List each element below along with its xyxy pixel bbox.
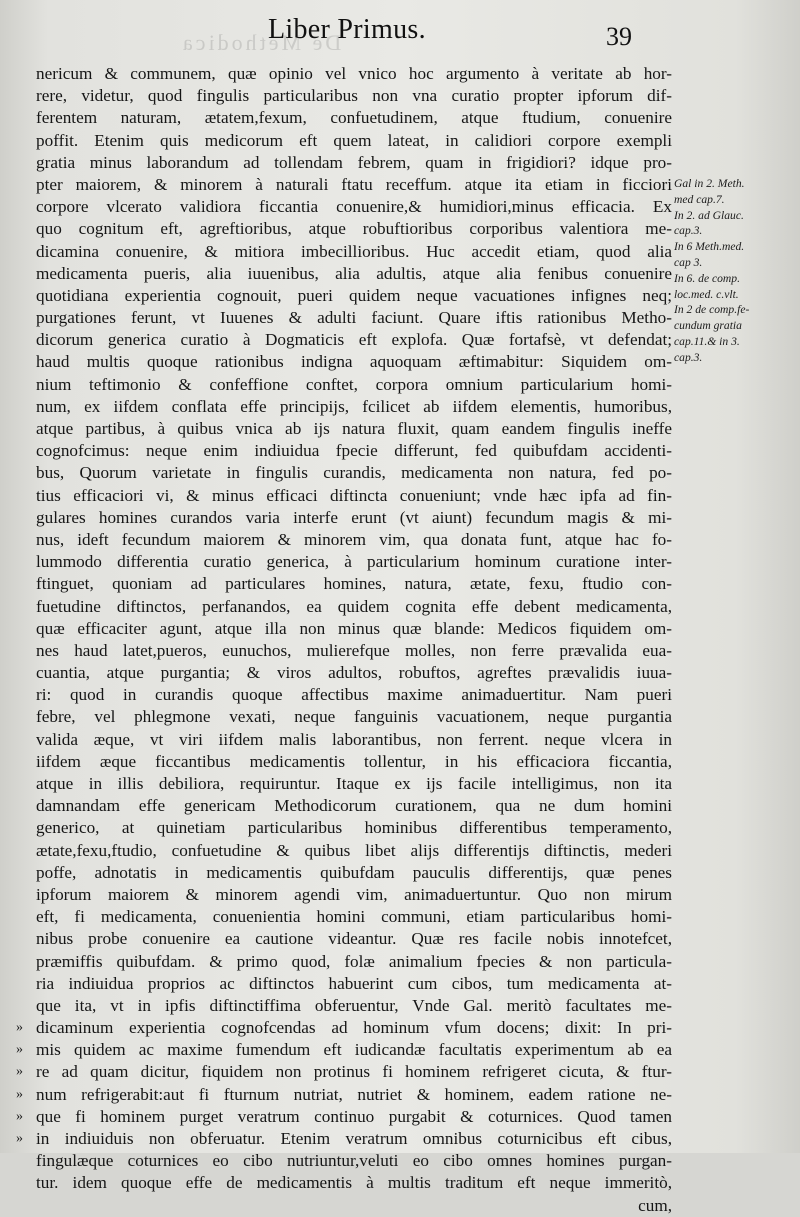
text-line: [36, 1195, 672, 1217]
text-line-content: re ad quam dicitur, fiquidem non protinus fi hominem refrigeret cicuta, & ftur-: [36, 1062, 672, 1082]
text-line: [36, 85, 672, 107]
text-line-content: gulares homines curandos varia interfe erunt (vt aiunt) fecundum magis & mi-: [36, 507, 672, 527]
text-line: [36, 196, 672, 218]
text-line-content: nibus probe conuenire ea cautione videantur. Quæ res facile nobis innotefcet,: [36, 929, 672, 949]
text-line-content: nus, ideft fecundum maiorem & minorem vim, qua donata funt, atque hac fo-: [36, 529, 672, 549]
text-line-content: atque partibus, à quibus vnica ab ijs natura fluxit, quam eandem fingulis ineffe: [36, 419, 672, 438]
text-line: [36, 596, 672, 618]
text-line-content: damnandam effe genericam Methodicorum curationem, qua ne dum homini: [36, 796, 672, 816]
text-line-content: num refrigerabit:aut fi fturnum nutriat, nutriet & hominem, eadem ratione ne-: [36, 1084, 672, 1104]
text-line: [36, 218, 672, 240]
page-number: 39: [606, 22, 632, 51]
text-line: [36, 928, 672, 950]
quotation-marker: »: [16, 1108, 23, 1124]
text-line: [36, 63, 672, 85]
text-line-content: quo cognitum eft, agreftioribus, atque robuftioribus corporibus valentiora me-: [36, 219, 672, 239]
marginal-note-line: med cap.7.: [674, 192, 725, 206]
text-line-content: dicaminum experientia cognofcendas ad hominum vfum docens; dixit: In pri-: [36, 1018, 672, 1038]
text-line: [36, 529, 672, 551]
text-line: [36, 107, 672, 129]
marginal-note-line: In 6 Meth.med.: [674, 240, 745, 254]
text-line-content: medicamenta pueris, alia iuuenibus, alia adultis, atque alia fenibus conuenire: [36, 263, 672, 283]
text-line: [36, 396, 672, 418]
text-line-content: bus, Quorum varietate in fingulis curandis, medicamenta non natura, fed po-: [36, 463, 672, 483]
text-line-content: fingulæque coturnices eo cibo nutriuntur,veluti eo cibo omnes homines purgan-: [36, 1151, 672, 1171]
text-line: [36, 1172, 672, 1194]
running-head: Liber Primus.: [268, 14, 426, 45]
text-line: [36, 329, 672, 351]
text-line: [36, 351, 672, 373]
text-line: [36, 884, 672, 906]
text-line-content: num, ex iifdem conflata effe principijs, fcilicet ab iifdem elementis, humoribus,: [36, 396, 672, 416]
text-line: [36, 751, 672, 773]
marginal-note-line: In 2 de comp.fe-: [674, 303, 750, 317]
text-line: [36, 840, 672, 862]
text-line: [36, 440, 672, 462]
text-line: [36, 817, 672, 839]
marginal-notes: [674, 176, 796, 366]
text-line: [36, 951, 672, 973]
text-line-content: fuetudine diftinctos, perfanandos, ea quidem cognita effe debent medicamenta,: [36, 596, 672, 616]
text-line: [36, 906, 672, 928]
text-line-content: haud multis quoque rationibus indigna aquoquam æftimabitur: Siquidem om-: [36, 352, 672, 372]
marginal-note-line: cap.11.& in 3.: [674, 334, 740, 348]
text-line-content: dicamina conuenire, & mitiora imbecillioribus. Huc accedit etiam, quod alia: [36, 241, 672, 261]
text-line: [36, 507, 672, 529]
text-line: [36, 130, 672, 152]
quotation-marker: »: [16, 1086, 23, 1102]
text-line-content: dicorum generica curatio à Dogmaticis eft explofa. Quæ fortafsè, vt defendat;: [36, 330, 672, 350]
text-line-content: ferentem naturam, ætatem,fexum, confuetudinem, atque ftudium, conuenire: [36, 108, 672, 128]
text-line-content: lummodo differentia curatio generica, à particularium hominum curatione inter-: [36, 552, 672, 572]
marginal-note-line: cundum gratia: [674, 319, 742, 333]
text-line: [36, 573, 672, 595]
text-line: [36, 307, 672, 329]
marginal-note-line: In 6. de comp.: [674, 271, 741, 285]
text-line: [16, 1128, 672, 1150]
text-line-content: gratia minus laborandum ad tollendam febrem, quam in frigidiori? idque pro-: [36, 152, 672, 172]
text-line: [36, 706, 672, 728]
text-line: [36, 973, 672, 995]
body-text: [16, 63, 672, 1217]
text-line-content: poffit. Etenim quis medicorum eft quem lateat, in calidiori corpore exempli: [36, 130, 672, 150]
text-line-content: ipforum maiorem & minorem agendi vim, animaduertuntur. Quo non mirum: [36, 884, 672, 904]
text-line: [36, 241, 672, 263]
marginal-note-line: Gal in 2. Meth.: [674, 177, 745, 190]
text-line-content: cuantia, atque purgantia; & viros adultos, robuftos, agreftes prævalidis iuua-: [36, 663, 672, 683]
text-line: [36, 618, 672, 640]
text-line-content: febre, vel phlegmone vexati, neque fanguinis vacuationem, neque purgantia: [36, 707, 672, 727]
text-line: [36, 862, 672, 884]
text-line: [16, 1084, 672, 1106]
text-line: [36, 1150, 672, 1172]
text-line-content: tur. idem quoque effe de medicamentis à multis traditum eft neque immeritò,: [36, 1173, 672, 1193]
text-line-content: nericum & communem, quæ opinio vel vnico hoc argumento à veritate ab hor-: [36, 64, 672, 83]
marginal-note-line: cap 3.: [674, 255, 703, 269]
text-line: [16, 1017, 672, 1039]
text-line: [36, 374, 672, 396]
marginal-note-line: In 2. ad Glauc.: [674, 208, 744, 222]
text-line-content: quotidiana experientia cognouit, pueri quidem neque vacuationes infignes neq;: [36, 285, 672, 305]
text-line: [36, 485, 672, 507]
text-line: [16, 1039, 672, 1061]
text-line-content: nium teftimonio & confeffione conftet, corpora omnium particularium homi-: [36, 374, 672, 394]
bleed-through-text: De Methodica: [180, 30, 342, 55]
marginal-note-line: loc.med. c.vlt.: [674, 287, 739, 301]
text-line-content: cum,: [638, 1195, 672, 1215]
text-line-content: ria indiuidua proprios ac diftinctos habuerint cum cibos, tum medicamenta at-: [36, 973, 672, 993]
text-line-content: cognofcimus: neque enim indiuidua fpecie differunt, fed quibufdam accidenti-: [36, 441, 672, 461]
text-line: [36, 285, 672, 307]
text-line-content: in indiuiduis non obferuatur. Etenim veratrum omnibus coturnicibus eft cibus,: [36, 1129, 672, 1148]
text-line: [36, 773, 672, 795]
marginal-note-line: cap.3.: [674, 224, 703, 238]
text-line-content: rere, videtur, quod fingulis particularibus non vna curatio propter ipforum dif-: [36, 86, 672, 106]
quotation-marker: »: [16, 1020, 23, 1036]
text-line: [36, 462, 672, 484]
text-line-content: tius efficaciori vi, & minus efficaci diftincta conueniunt; vnde hæc ipfa ad fin-: [36, 485, 672, 505]
text-line-content: generico, at quinetiam particularibus hominibus differentibus temperamento,: [36, 818, 672, 838]
text-line: [36, 684, 672, 706]
text-line-content: valida æque, vt viri iifdem malis laborantibus, non ferrent. neque vlcera in: [36, 729, 672, 749]
text-line: [36, 418, 672, 440]
text-line: [36, 662, 672, 684]
text-line: [16, 1061, 672, 1083]
text-line-content: ætate,fexu,ftudio, confuetudine & quibus libet alijs differentijs diftinctis, mederi: [36, 840, 672, 860]
quotation-marker: »: [16, 1131, 23, 1146]
text-line: [36, 640, 672, 662]
text-line-content: ftinguet, quoniam ad particulares homines, natura, ætate, fexu, ftudio con-: [36, 574, 672, 594]
text-line: [36, 729, 672, 751]
text-line-content: nes haud latet,pueros, eunuchos, mulierefque molles, non ferre prævalida eua-: [36, 640, 672, 660]
text-line-content: atque in illis debiliora, requiruntur. Itaque ex ijs facile intelligimus, non ita: [36, 774, 672, 793]
text-line: [36, 152, 672, 174]
text-line-content: purgationes ferunt, vt Iuuenes & adulti faciunt. Quare iftis rationibus Metho-: [36, 308, 672, 328]
marginal-note-line: cap.3.: [674, 350, 703, 364]
text-line: [16, 1106, 672, 1128]
quotation-marker: »: [16, 1042, 23, 1058]
text-line-content: quæ efficaciter agunt, atque illa non minus quæ blande: Medicos fiquidem om-: [36, 618, 672, 638]
text-line-content: iifdem æque ficcantibus medicamentis tollentur, in his efficaciora ficcantia,: [36, 751, 672, 771]
text-line-content: mis quidem ac maxime fumendum eft iudicandæ facultatis experimentum ab ea: [36, 1040, 672, 1060]
text-line-content: eft, fi medicamenta, conuenientia homini communi, etiam particularibus homi-: [36, 907, 672, 927]
text-line: [36, 551, 672, 573]
text-line: [36, 174, 672, 196]
text-line: [36, 795, 672, 817]
text-line-content: pter maiorem, & minorem à naturali ftatu receffum. atque ita etiam in ficciori: [36, 174, 672, 194]
text-line-content: corpore vlcerato validiora ficcantia conuenire,& humidiori,minus efficacia. Ex: [36, 197, 672, 217]
text-line: [36, 995, 672, 1017]
text-line-content: que ita, vt in ipfis diftinctiffima obferuentur, Vnde Gal. meritò facultates me-: [36, 995, 672, 1015]
text-line-content: que fi hominem purget veratrum continuo purgabit & coturnices. Quod tamen: [36, 1106, 672, 1126]
text-line-content: ri: quod in curandis quoque affectibus maxime animaduertitur. Nam pueri: [36, 685, 672, 705]
text-line: [36, 263, 672, 285]
text-line-content: poffe, adnotatis in medicamentis quibufdam pauculis differentijs, quæ penes: [36, 862, 672, 882]
text-line-content: præmiffis quibufdam. & primo quod, folæ animalium fpecies & non particula-: [36, 951, 672, 971]
quotation-marker: »: [16, 1064, 23, 1080]
